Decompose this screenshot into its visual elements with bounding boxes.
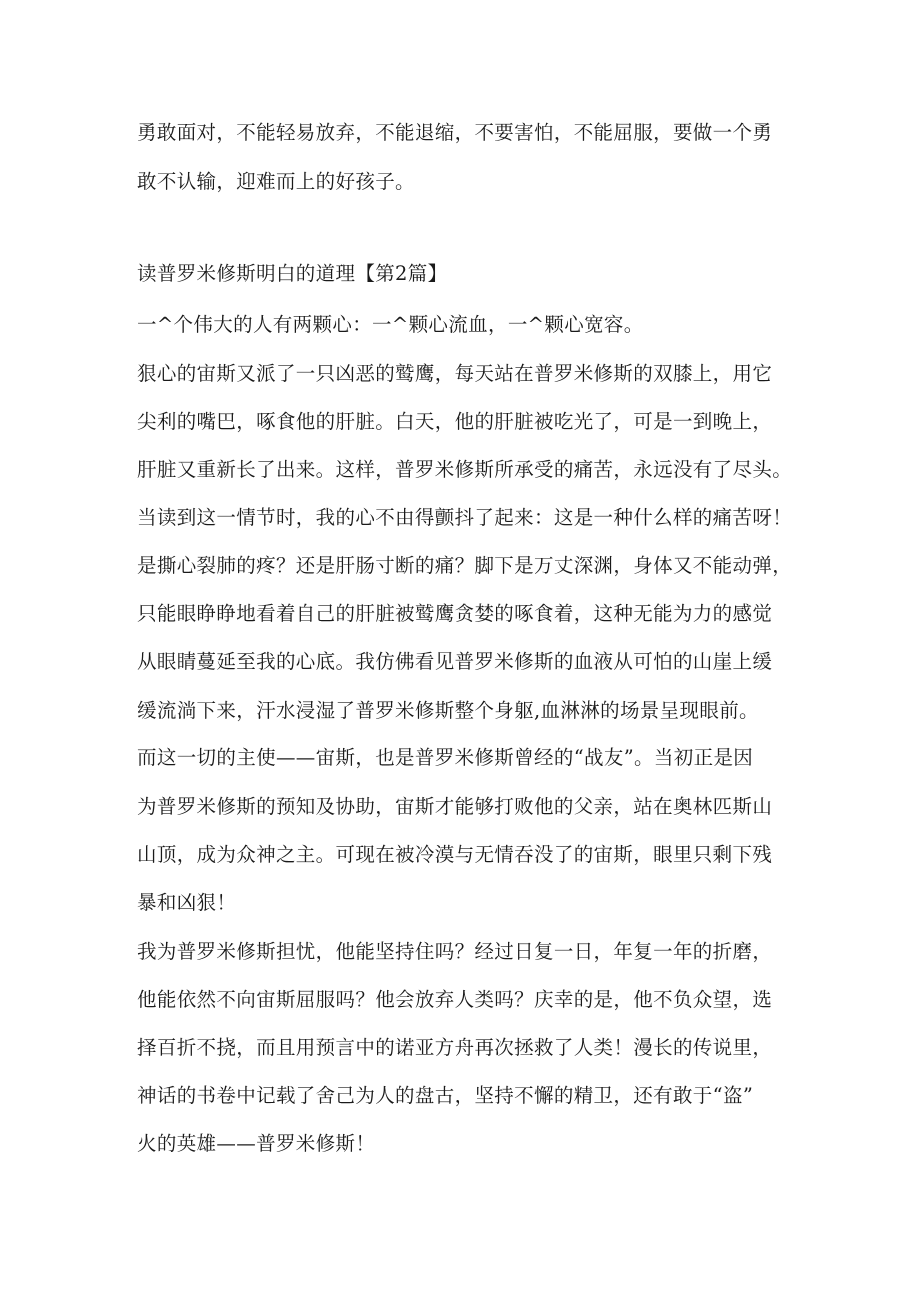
body-line-4: 肝脏又重新长了出来。这样，普罗米修斯所承受的痛苦，永远没有了尽头。	[137, 458, 793, 481]
body-line-8: 从眼睛蔓延至我的心底。我仿佛看见普罗米修斯的血液从可怕的山崖上缓	[137, 650, 773, 673]
body-line-12: 山顶，成为众神之主。可现在被冷漠与无情吞没了的宙斯，眼里只剩下残	[137, 843, 773, 866]
body-line-10: 而这一切的主使——宙斯，也是普罗米修斯曾经的“战友”。当初正是因	[137, 746, 754, 769]
body-line-1: 一^个伟大的人有两颗心：一^颗心流血，一^颗心宽容。	[137, 313, 644, 336]
body-line-2: 狠心的宙斯又派了一只凶恶的鹫鹰，每天站在普罗米修斯的双膝上，用它	[137, 362, 773, 385]
intro-line-2: 敢不认输，迎难而上的好孩子。	[137, 170, 415, 193]
body-line-17: 神话的书卷中记载了舍己为人的盘古，坚持不懈的精卫，还有敢于“盗”	[137, 1084, 754, 1107]
body-line-18: 火的英雄——普罗米修斯！	[137, 1132, 376, 1155]
body-line-9: 缓流淌下来，汗水浸湿了普罗米修斯整个身躯,血淋淋的场景呈现眼前。	[137, 699, 759, 722]
body-line-16: 择百折不挠，而且用预言中的诺亚方舟再次拯救了人类！漫长的传说里，	[137, 1036, 773, 1059]
body-line-3: 尖利的嘴巴，啄食他的肝脏。白天，他的肝脏被吃光了，可是一到晚上，	[137, 410, 773, 433]
body-line-11: 为普罗米修斯的预知及协助，宙斯才能够打败他的父亲，站在奥林匹斯山	[137, 795, 773, 818]
body-line-6: 是撕心裂肺的疼？还是肝肠寸断的痛？脚下是万丈深渊，身体又不能动弹，	[137, 554, 793, 577]
body-line-15: 他能依然不向宙斯屈服吗？他会放弃人类吗？庆幸的是，他不负众望，选	[137, 988, 773, 1011]
body-line-7: 只能眼睁睁地看着自己的肝脏被鹫鹰贪婪的啄食着，这种无能为力的感觉	[137, 602, 773, 625]
body-line-5: 当读到这一情节时，我的心不由得颤抖了起来：这是一种什么样的痛苦呀！	[137, 506, 793, 529]
section-heading: 读普罗米修斯明白的道理【第2篇】	[137, 262, 448, 285]
body-line-14: 我为普罗米修斯担忧，他能坚持住吗？经过日复一日，年复一年的折磨，	[137, 940, 773, 963]
body-line-13: 暴和凶狠！	[137, 891, 237, 914]
intro-line-1: 勇敢面对，不能轻易放弃，不能退缩，不要害怕，不能屈服，要做一个勇	[137, 121, 773, 144]
